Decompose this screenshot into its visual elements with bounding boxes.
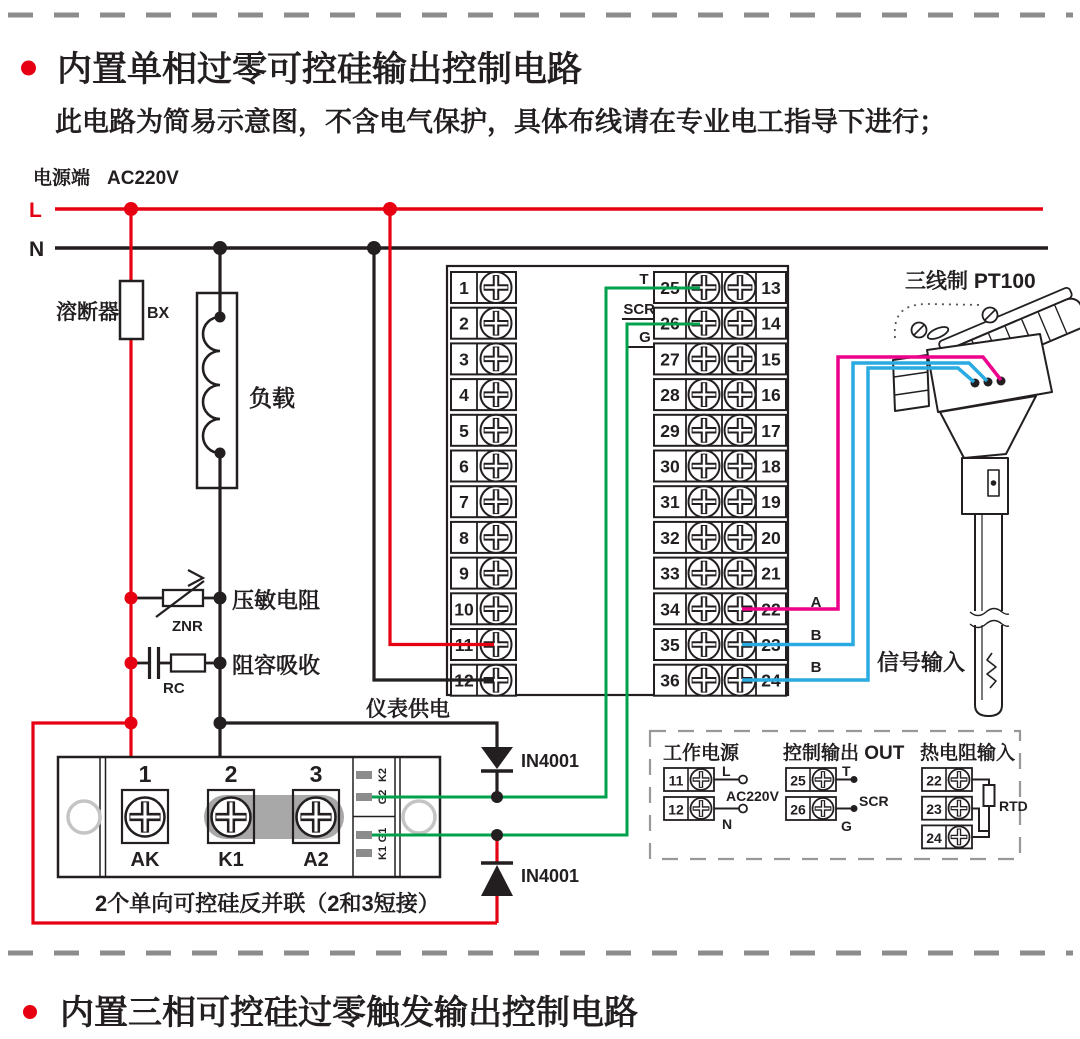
pin-label: G1 <box>377 827 389 843</box>
module-terminal-name: A2 <box>303 849 329 871</box>
diode-top-label: IN4001 <box>521 751 580 771</box>
terminal-number: 4 <box>459 385 469 406</box>
terminal-dot-icon <box>851 805 858 812</box>
terminal-number: 23 <box>926 801 942 818</box>
terminal-number: 25 <box>790 772 806 789</box>
legend-rtd-code: RTD <box>999 798 1028 814</box>
screw-terminal-icon <box>481 308 512 339</box>
junction-dot <box>215 448 226 459</box>
output-g-label: G <box>639 329 651 346</box>
screw-terminal-icon <box>691 769 712 790</box>
junction-dot <box>214 657 227 670</box>
terminal-number: 35 <box>660 635 680 655</box>
screw-terminal-icon <box>689 343 720 374</box>
legend-voltage-label: AC220V <box>726 788 779 804</box>
terminal-legend <box>650 731 1028 859</box>
terminal-number: 36 <box>660 670 680 691</box>
screw-terminal-icon <box>689 522 720 553</box>
terminal-number: 2 <box>459 313 469 334</box>
open-terminal-icon <box>739 776 747 784</box>
junction-dot <box>213 241 227 255</box>
screw-terminal-icon <box>689 415 720 446</box>
rtd-element-icon <box>987 653 996 688</box>
rtd-resistor-icon <box>984 785 995 806</box>
screw-terminal-icon <box>689 558 720 589</box>
legend-neutral-label: N <box>722 816 733 832</box>
legend-g-label: G <box>841 818 852 834</box>
screw-terminal-icon <box>481 522 512 553</box>
legend-output-title: 控制输出 OUT <box>783 743 905 764</box>
terminal-number: 19 <box>761 492 781 513</box>
terminal-number: 10 <box>454 599 474 620</box>
load-box <box>197 293 237 488</box>
junction-dot <box>491 791 503 803</box>
terminal-dot-icon <box>851 776 858 783</box>
sensor-title: 三线制 PT100 <box>905 270 1036 293</box>
sensor-clamp <box>962 458 1008 514</box>
screw-terminal-icon <box>725 272 756 303</box>
terminal-number: 34 <box>660 599 680 620</box>
screw-terminal-icon <box>126 798 165 837</box>
screw-terminal-icon <box>481 415 512 446</box>
terminal-number: 27 <box>660 349 680 370</box>
terminal-number: 12 <box>668 801 684 818</box>
diode-feed-wire <box>220 723 497 747</box>
terminal-number: 15 <box>761 349 781 370</box>
screw-terminal-icon <box>813 798 834 819</box>
screw-terminal-icon <box>481 593 512 624</box>
legend-t-label: T <box>842 763 851 779</box>
live-line-label: L <box>29 199 42 222</box>
meter-supply-label: 仪表供电 <box>366 698 450 721</box>
terminal-number: 14 <box>761 313 781 334</box>
screw-terminal-icon <box>481 486 512 517</box>
terminal-number: 1 <box>459 278 469 298</box>
terminal-number: 12 <box>454 670 474 691</box>
screw-terminal-icon <box>725 522 756 553</box>
module-terminal-name: AK <box>130 849 160 871</box>
legend-rtd-title: 热电阻输入 <box>920 743 1016 764</box>
terminal-number: 5 <box>459 420 469 441</box>
legend-scr-label: SCR <box>859 793 889 809</box>
screw-terminal-icon <box>725 415 756 446</box>
scr-module-caption: 2个单向可控硅反并联（2和3短接） <box>95 891 440 916</box>
terminal-number: 24 <box>926 829 942 846</box>
terminal-number: 11 <box>454 635 474 655</box>
wire-b1-label: B <box>810 627 822 644</box>
screw-terminal-icon <box>691 798 712 819</box>
screw-terminal-icon <box>481 272 512 303</box>
section2-title: 内置三相可控硅过零触发输出控制电路 <box>60 994 638 1032</box>
screw-terminal-icon <box>949 798 970 819</box>
diode-top-icon <box>481 747 513 769</box>
screw-terminal-icon <box>725 486 756 517</box>
gate-pin <box>356 831 372 839</box>
terminal-number: 13 <box>761 278 781 298</box>
junction-dot <box>125 717 138 730</box>
screw-terminal-icon <box>689 451 720 482</box>
legend-power-title: 工作电源 <box>663 743 740 764</box>
junction-dot <box>491 829 503 841</box>
terminal-number: 21 <box>761 563 781 584</box>
clamp-screw-dot <box>991 480 997 486</box>
wire-a-label: A <box>810 594 822 611</box>
terminal-number: 18 <box>761 456 781 477</box>
terminal-number: 28 <box>660 385 680 406</box>
screw-terminal-icon <box>689 665 720 696</box>
screw-terminal-icon <box>212 798 251 837</box>
screw-terminal-icon <box>725 451 756 482</box>
fuse-symbol <box>120 281 143 339</box>
signal-input-label: 信号输入 <box>877 650 966 675</box>
screw-terminal-icon <box>481 558 512 589</box>
terminal-number: 22 <box>926 772 942 789</box>
screw-terminal-icon <box>689 486 720 517</box>
output-t-label: T <box>639 271 649 288</box>
screw-terminal-icon <box>725 308 756 339</box>
rc-resistor <box>171 655 205 672</box>
legend-live-label: L <box>722 763 731 779</box>
terminal-number: 24 <box>761 670 781 691</box>
terminal-number: 8 <box>459 527 469 548</box>
module-terminal-number: 3 <box>309 761 323 787</box>
terminal-number: 30 <box>660 456 680 477</box>
junction-dot <box>214 717 227 730</box>
terminal-number: 7 <box>459 492 469 513</box>
bullet-icon <box>23 1005 37 1019</box>
gate-pin <box>356 849 372 857</box>
diode-bottom-icon <box>481 865 513 896</box>
junction-dot <box>125 592 138 605</box>
pin-label: K1 <box>377 845 389 861</box>
legend-wire <box>972 809 989 832</box>
junction-dot <box>215 312 226 323</box>
screw-terminal-icon <box>689 379 720 410</box>
terminal-number: 23 <box>761 635 781 655</box>
terminal-number: 11 <box>668 772 684 789</box>
terminal-number: 33 <box>660 563 680 584</box>
junction-dot <box>124 202 138 216</box>
screw-terminal-icon <box>481 451 512 482</box>
screw-terminal-icon <box>813 769 834 790</box>
terminal-number: 26 <box>660 313 680 334</box>
junction-dot <box>214 592 227 605</box>
screw-terminal-icon <box>481 379 512 410</box>
terminal-number: 31 <box>660 492 680 513</box>
terminal-number: 16 <box>761 385 781 406</box>
module-terminal-number: 1 <box>138 761 152 787</box>
load-label: 负载 <box>249 385 295 411</box>
terminal-number: 9 <box>459 563 469 584</box>
gate-pin <box>356 771 372 779</box>
left-terminal-block <box>451 272 516 696</box>
screw-terminal-icon <box>297 798 336 837</box>
screw-terminal-icon <box>725 343 756 374</box>
screw-terminal-icon <box>481 343 512 374</box>
power-source-label: 电源端 <box>33 168 91 189</box>
screw-terminal-icon <box>725 558 756 589</box>
screw-terminal-icon <box>949 826 970 847</box>
terminal-number: 6 <box>459 456 469 477</box>
screw-terminal-icon <box>725 379 756 410</box>
screw-terminal-icon <box>689 629 720 660</box>
terminal-number: 29 <box>660 420 680 441</box>
terminal-number: 17 <box>761 420 781 441</box>
gate-pin <box>356 793 372 801</box>
screw-terminal-icon <box>949 769 970 790</box>
pin-label: K2 <box>377 767 389 783</box>
screw-terminal-icon <box>689 593 720 624</box>
terminal-number: 25 <box>660 278 680 298</box>
terminal-number: 3 <box>459 349 469 370</box>
diode-bottom-label: IN4001 <box>521 866 580 886</box>
terminal-number: 22 <box>761 599 781 620</box>
varistor-label: 压敏电阻 <box>232 588 321 613</box>
junction-dot <box>383 202 397 216</box>
module-terminal-name: K1 <box>218 849 244 871</box>
pin-label: G2 <box>377 789 389 805</box>
terminal-number: 32 <box>660 527 680 548</box>
junction-dot <box>125 657 138 670</box>
legend-wire <box>972 806 989 837</box>
terminal-number: 26 <box>790 801 806 818</box>
fuse-code: BX <box>147 305 170 322</box>
right-terminal-block <box>654 272 786 696</box>
terminal-number: 20 <box>761 527 781 548</box>
module-terminal-number: 2 <box>224 761 238 787</box>
section1-subtitle: 此电路为简易示意图，不含电气保护，具体布线请在专业电工指导下进行； <box>55 107 946 137</box>
pt100-sensor <box>893 269 1080 716</box>
rc-label: 阻容吸收 <box>232 653 321 678</box>
open-terminal-icon <box>739 805 747 813</box>
junction-dot <box>367 241 381 255</box>
load-coil-icon <box>203 317 220 453</box>
bullet-icon <box>21 61 36 76</box>
rc-code: RC <box>163 680 185 697</box>
fuse-label: 溶断器 <box>56 301 119 324</box>
wire-b2-label: B <box>810 659 822 676</box>
output-scr-label: SCR <box>623 301 655 318</box>
section1-title: 内置单相过零可控硅输出控制电路 <box>57 50 583 89</box>
neutral-line-label: N <box>29 238 45 261</box>
probe-tip <box>975 700 1002 716</box>
varistor-code: ZNR <box>172 618 203 635</box>
power-voltage-label: AC220V <box>107 168 179 189</box>
